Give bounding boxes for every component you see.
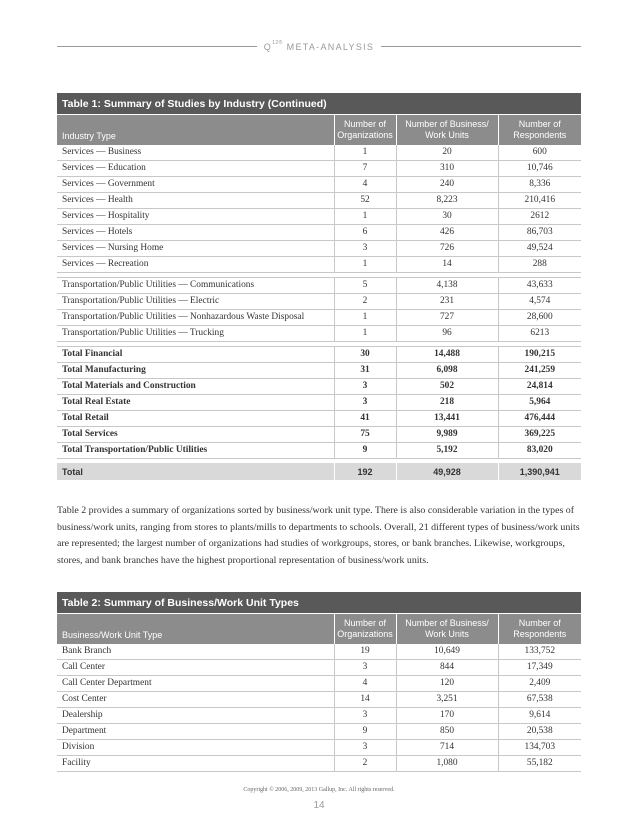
cell-type: Department: [57, 724, 334, 740]
cell-type: Total Retail: [57, 411, 334, 427]
col-header-unit-type: Business/Work Unit Type: [57, 614, 334, 645]
cell-orgs: 5: [334, 278, 396, 294]
table-row: [57, 427, 581, 443]
cell-orgs: 19: [334, 644, 396, 660]
table-row: [57, 278, 581, 294]
cell-type: Bank Branch: [57, 644, 334, 660]
header-rule-left: [57, 46, 257, 47]
table2-title: Table 2: Summary of Business/Work Unit Types: [57, 592, 581, 614]
cell-units: 13,441: [396, 411, 498, 427]
cell-orgs: 41: [334, 411, 396, 427]
cell-orgs: 1: [334, 310, 396, 326]
cell-type: Services — Education: [57, 161, 334, 177]
cell-type: Transportation/Public Utilities — Nonhazardous Waste Disposal: [57, 310, 334, 326]
cell-orgs: 7: [334, 161, 396, 177]
table1-title: Table 1: Summary of Studies by Industry (Continued): [57, 93, 581, 115]
table1-header-row: [57, 115, 581, 146]
table-row: [57, 193, 581, 209]
cell-units: 8,223: [396, 193, 498, 209]
cell-units: 426: [396, 225, 498, 241]
cell-units: 726: [396, 241, 498, 257]
table1-total-row: [57, 463, 581, 480]
cell-respondents: 55,182: [498, 756, 581, 772]
table2-work-unit-types: [57, 592, 581, 772]
cell-respondents: 600: [498, 145, 581, 161]
cell-units: 6,098: [396, 363, 498, 379]
cell-units: 310: [396, 161, 498, 177]
cell-respondents: 24,814: [498, 379, 581, 395]
col-header-organizations: Number of Organizations: [334, 614, 396, 645]
cell-units: 4,138: [396, 278, 498, 294]
table-row: [57, 708, 581, 724]
cell-respondents: 10,746: [498, 161, 581, 177]
col-header-respondents: Number of Respondents: [498, 614, 581, 645]
total-units: 49,928: [396, 463, 498, 480]
cell-respondents: 210,416: [498, 193, 581, 209]
table-row: [57, 310, 581, 326]
cell-units: 30: [396, 209, 498, 225]
cell-type: Total Materials and Construction: [57, 379, 334, 395]
cell-orgs: 2: [334, 756, 396, 772]
cell-type: Total Transportation/Public Utilities: [57, 443, 334, 459]
cell-units: 170: [396, 708, 498, 724]
cell-units: 120: [396, 676, 498, 692]
cell-type: Services — Hospitality: [57, 209, 334, 225]
cell-type: Dealership: [57, 708, 334, 724]
cell-respondents: 83,020: [498, 443, 581, 459]
cell-orgs: 3: [334, 660, 396, 676]
cell-type: Call Center Department: [57, 676, 334, 692]
cell-orgs: 31: [334, 363, 396, 379]
cell-units: 14,488: [396, 347, 498, 363]
cell-respondents: 17,349: [498, 660, 581, 676]
cell-respondents: 8,336: [498, 177, 581, 193]
cell-type: Transportation/Public Utilities — Trucking: [57, 326, 334, 342]
cell-respondents: 4,574: [498, 294, 581, 310]
cell-orgs: 3: [334, 241, 396, 257]
table-row: [57, 692, 581, 708]
cell-units: 1,080: [396, 756, 498, 772]
cell-respondents: 86,703: [498, 225, 581, 241]
cell-respondents: 67,538: [498, 692, 581, 708]
table-row: [57, 347, 581, 363]
cell-units: 844: [396, 660, 498, 676]
cell-type: Services — Recreation: [57, 257, 334, 273]
cell-orgs: 30: [334, 347, 396, 363]
total-label: Total: [57, 463, 334, 480]
table-row: [57, 644, 581, 660]
cell-respondents: 241,259: [498, 363, 581, 379]
cell-type: Services — Hotels: [57, 225, 334, 241]
table-row: [57, 145, 581, 161]
cell-respondents: 6213: [498, 326, 581, 342]
header-rule-right: [381, 46, 581, 47]
copyright-notice: Copyright © 2006, 2009, 2013 Gallup, Inc. All rights reserved.: [243, 787, 395, 793]
cell-type: Total Manufacturing: [57, 363, 334, 379]
cell-type: Total Financial: [57, 347, 334, 363]
cell-orgs: 6: [334, 225, 396, 241]
cell-type: Call Center: [57, 660, 334, 676]
cell-units: 502: [396, 379, 498, 395]
cell-respondents: 190,215: [498, 347, 581, 363]
table-row: [57, 443, 581, 459]
cell-type: Services — Government: [57, 177, 334, 193]
cell-orgs: 1: [334, 257, 396, 273]
cell-units: 714: [396, 740, 498, 756]
table-row: [57, 294, 581, 310]
body-paragraph: Table 2 provides a summary of organizations sorted by business/work unit type. There is also considerable variation in the types of business/work units, ranging from stores to plants/mills to departments to schools. Overall, 21 different types of business/work units are represented; the largest number of organizations had studies of workgroups, stores, or bank branches. Likewise, workgroups, stores, and bank branches have the highest proportional representation of business/work units.: [57, 505, 580, 566]
cell-orgs: 75: [334, 427, 396, 443]
cell-orgs: 9: [334, 443, 396, 459]
cell-units: 5,192: [396, 443, 498, 459]
table-row: [57, 209, 581, 225]
total-respondents: 1,390,941: [498, 463, 581, 480]
cell-respondents: 2612: [498, 209, 581, 225]
cell-respondents: 43,633: [498, 278, 581, 294]
cell-respondents: 476,444: [498, 411, 581, 427]
cell-respondents: 134,703: [498, 740, 581, 756]
table-row: [57, 379, 581, 395]
cell-orgs: 3: [334, 395, 396, 411]
cell-respondents: 5,964: [498, 395, 581, 411]
cell-orgs: 3: [334, 740, 396, 756]
cell-units: 20: [396, 145, 498, 161]
cell-orgs: 4: [334, 676, 396, 692]
cell-respondents: 49,524: [498, 241, 581, 257]
cell-respondents: 2,409: [498, 676, 581, 692]
cell-respondents: 28,600: [498, 310, 581, 326]
cell-orgs: 1: [334, 145, 396, 161]
cell-type: Cost Center: [57, 692, 334, 708]
cell-units: 14: [396, 257, 498, 273]
cell-units: 240: [396, 177, 498, 193]
page-number: 14: [313, 800, 325, 811]
table-row: [57, 177, 581, 193]
cell-units: 218: [396, 395, 498, 411]
cell-type: Services — Health: [57, 193, 334, 209]
cell-units: 10,649: [396, 644, 498, 660]
col-header-industry-type: Industry Type: [57, 115, 334, 146]
cell-respondents: 9,614: [498, 708, 581, 724]
cell-units: 9,989: [396, 427, 498, 443]
total-orgs: 192: [334, 463, 396, 480]
col-header-work-units: Number of Business/ Work Units: [396, 115, 498, 146]
table-row: [57, 161, 581, 177]
cell-units: 850: [396, 724, 498, 740]
cell-respondents: 369,225: [498, 427, 581, 443]
table-row: [57, 756, 581, 772]
cell-orgs: 1: [334, 326, 396, 342]
cell-orgs: 1: [334, 209, 396, 225]
cell-type: Transportation/Public Utilities — Electric: [57, 294, 334, 310]
cell-type: Division: [57, 740, 334, 756]
table-row: [57, 660, 581, 676]
cell-respondents: 133,752: [498, 644, 581, 660]
cell-orgs: 2: [334, 294, 396, 310]
header-title: $Q^{12®}$ META-ANALYSIS: [263, 40, 375, 52]
cell-orgs: 14: [334, 692, 396, 708]
cell-orgs: 9: [334, 724, 396, 740]
running-header: [57, 39, 581, 53]
cell-units: 96: [396, 326, 498, 342]
cell-type: Services — Nursing Home: [57, 241, 334, 257]
cell-units: 3,251: [396, 692, 498, 708]
table-row: [57, 676, 581, 692]
table1-industry-summary: [57, 93, 581, 480]
cell-type: Facility: [57, 756, 334, 772]
col-header-work-units: Number of Business/ Work Units: [396, 614, 498, 645]
cell-type: Transportation/Public Utilities — Communications: [57, 278, 334, 294]
table-row: [57, 740, 581, 756]
table-row: [57, 257, 581, 273]
table-row: [57, 363, 581, 379]
cell-orgs: 4: [334, 177, 396, 193]
table-row: [57, 411, 581, 427]
cell-type: Services — Business: [57, 145, 334, 161]
cell-respondents: 288: [498, 257, 581, 273]
table-row: [57, 225, 581, 241]
table-row: [57, 326, 581, 342]
cell-units: 727: [396, 310, 498, 326]
cell-respondents: 20,538: [498, 724, 581, 740]
cell-orgs: 3: [334, 708, 396, 724]
table-row: [57, 724, 581, 740]
cell-orgs: 52: [334, 193, 396, 209]
col-header-organizations: Number of Organizations: [334, 115, 396, 146]
cell-orgs: 3: [334, 379, 396, 395]
table-row: [57, 395, 581, 411]
table-row: [57, 241, 581, 257]
cell-type: Total Services: [57, 427, 334, 443]
col-header-respondents: Number of Respondents: [498, 115, 581, 146]
table2-header-row: [57, 614, 581, 645]
cell-type: Total Real Estate: [57, 395, 334, 411]
cell-units: 231: [396, 294, 498, 310]
